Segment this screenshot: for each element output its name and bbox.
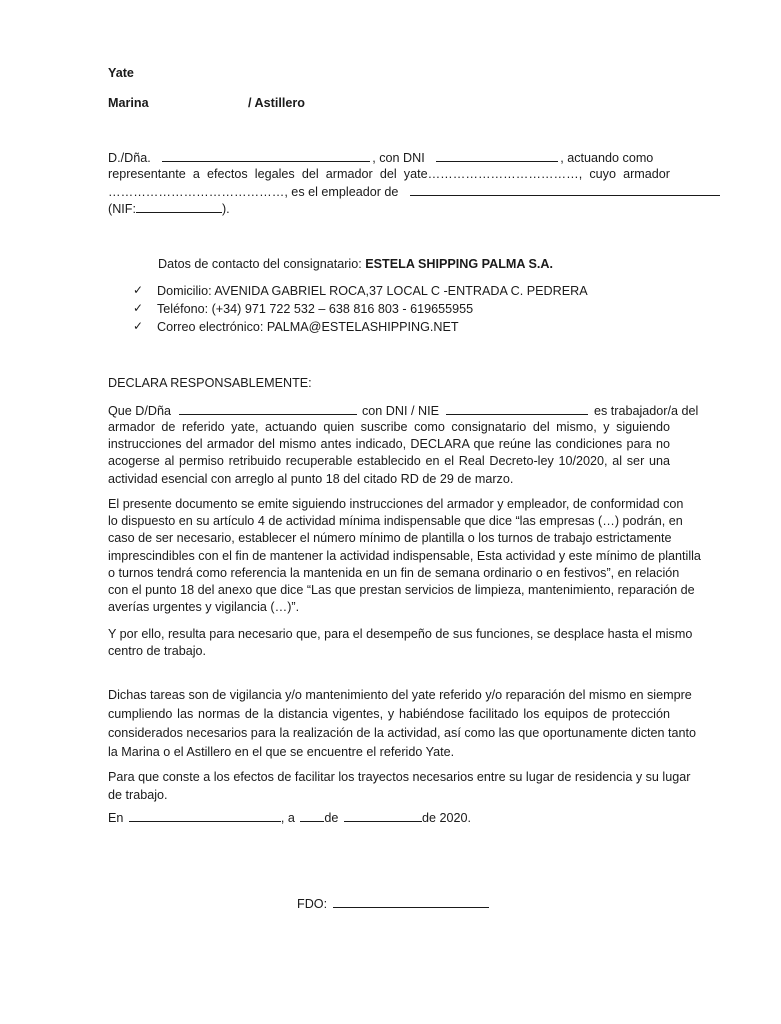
text-line: cumpliendo las normas de la distancia vigentes, y habiéndose facilitado los equipos de protección (108, 707, 670, 721)
signature-line (297, 895, 489, 911)
text-line: instrucciones del armador del mismo antes indicado, DECLARA que reúne las condiciones para no (108, 437, 670, 452)
employer-name-field[interactable] (410, 183, 720, 196)
text-line: Dichas tareas son de vigilancia y/o mantenimiento del yate referido y/o reparación del mismo en siempre (108, 688, 692, 702)
worker-dni-label: con DNI / NIE (362, 404, 439, 418)
nif-close: ). (221, 202, 230, 216)
contact-heading (158, 257, 553, 271)
contact-email: Correo electrónico: PALMA@ESTELASHIPPING.NET (157, 320, 459, 334)
declaration-paragraph-1 (108, 419, 670, 488)
intro-line-1 (108, 149, 670, 167)
check-icon: ✓ (133, 301, 144, 315)
contact-intro-label: Datos de contacto del consignatario: (158, 257, 362, 271)
text-line: con el punto 18 del anexo que dice “Las que prestan servicios de limpieza, mantenimiento, reparación de (108, 583, 695, 598)
month-label: de (324, 811, 339, 825)
worker-name-field[interactable] (179, 402, 357, 415)
place-field[interactable] (129, 809, 281, 822)
text-line: de trabajo. (108, 788, 168, 802)
day-field[interactable] (300, 809, 324, 822)
intro-employer-label: ……………………………………, es el empleador de (108, 185, 399, 199)
intro-acting-label: , actuando como (560, 151, 654, 165)
intro-line-4 (108, 200, 670, 218)
day-label: , a (280, 811, 295, 825)
worker-name-label: Que D/Dña (108, 404, 171, 418)
declaration-paragraph-5 (108, 768, 691, 804)
declaration-paragraph-2 (108, 496, 701, 616)
text-line: caso de ser necesario, establecer el número mínimo de plantilla o los turnos de trabajo estrictamente (108, 531, 672, 546)
contact-phone: Teléfono: (+34) 971 722 532 – 638 816 803 - 619655955 (157, 302, 474, 316)
year-label: de 2020. (421, 811, 471, 825)
shipyard-label: / Astillero (248, 96, 305, 110)
text-line: o turnos tendrá como referencia la mantenida en un fin de semana ordinario o en festivos”, en relación (108, 565, 680, 580)
intro-dni-label: , con DNI (372, 151, 425, 165)
contact-address: Domicilio: AVENIDA GABRIEL ROCA,37 LOCAL C -ENTRADA C. PEDRERA (157, 284, 588, 298)
worker-dni-field[interactable] (446, 402, 588, 415)
text-line: imprescindibles con el fin de mantener la actividad indispensable, Esta actividad y este mínimo de plantilla (108, 548, 701, 563)
text-line: Y por ello, resulta para necesario que, para el desempeño de sus funciones, se desplace hasta el mismo (108, 627, 693, 641)
representative-dni-field[interactable] (436, 149, 558, 162)
declaration-paragraph-4 (108, 686, 697, 762)
signature-label: FDO: (297, 897, 328, 911)
text-line: acogerse al permiso retribuido recuperable establecido en el Real Decreto-ley 10/2020, al ser una (108, 454, 670, 469)
company-name: ESTELA SHIPPING PALMA S.A. (365, 257, 553, 271)
text-line: averías urgentes y vigilancia (…)”. (108, 600, 300, 615)
month-field[interactable] (344, 809, 422, 822)
text-line: centro de trabajo. (108, 644, 207, 659)
text-line: armador de referido yate, actuando quien suscribe como consignatario del mismo, y siguiendo (108, 420, 670, 434)
place-label: En (108, 811, 124, 825)
signature-field[interactable] (333, 895, 489, 908)
text-line: El presente documento se emite siguiendo instrucciones del armador y empleador, de conformidad con (108, 497, 684, 511)
representative-name-field[interactable] (162, 149, 370, 162)
check-icon: ✓ (133, 319, 144, 333)
worker-role-label: es trabajador/a del (593, 404, 699, 418)
nif-label: (NIF: (108, 202, 136, 216)
check-icon: ✓ (133, 283, 144, 297)
intro-line-2: representante a efectos legales del armador del yate………………………………, cuyo armador (108, 167, 670, 181)
declaration-paragraph-3 (108, 626, 693, 660)
text-line: Para que conste a los efectos de facilitar los trayectos necesarios entre su lugar de residencia y su lugar (108, 770, 691, 784)
intro-name-prefix: D./Dña. (108, 151, 151, 165)
declaration-heading: DECLARA RESPONSABLEMENTE: (108, 376, 312, 390)
declaration-line-1 (108, 402, 699, 420)
text-line: actividad esencial con arreglo al punto 18 del citado RD de 29 de marzo. (108, 471, 514, 486)
place-date-line (108, 809, 670, 827)
text-line: lo dispuesto en su artículo 4 de actividad mínima indispensable que dice “las empresas (…) podrán, en (108, 514, 683, 529)
text-line: la Marina o el Astillero en el que se encuentre el referido Yate. (108, 745, 455, 759)
intro-line-3 (108, 183, 670, 201)
yacht-label: Yate (108, 66, 134, 80)
marina-label: Marina (108, 96, 149, 110)
text-line: considerados necesarios para la realización de la actividad, así como las que oportunamente dicten tanto (108, 726, 697, 740)
nif-field[interactable] (136, 200, 222, 213)
